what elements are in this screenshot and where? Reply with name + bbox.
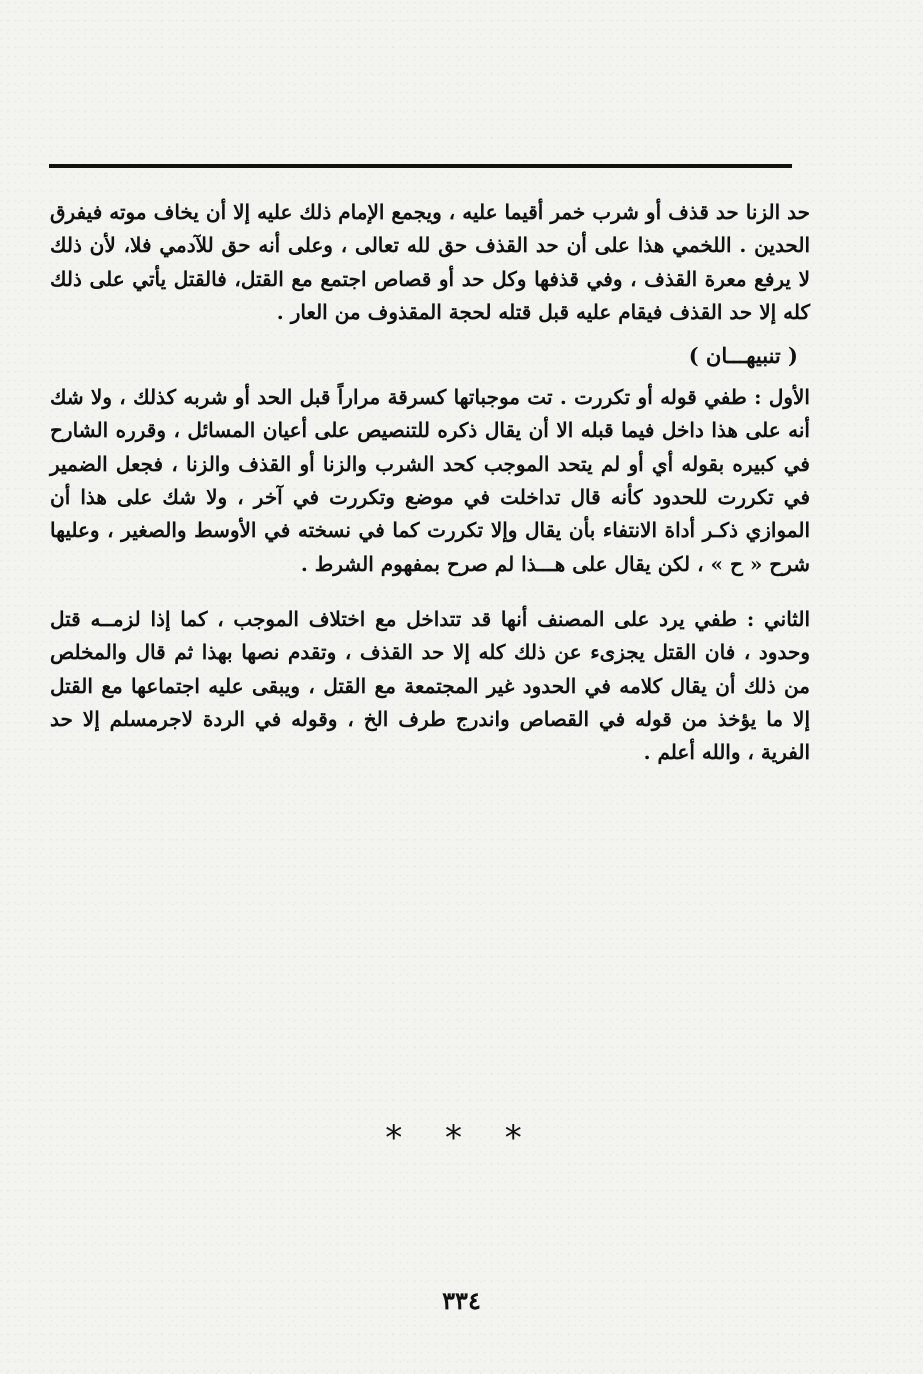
page-number: ٣٣٤: [442, 1286, 481, 1315]
section-ornament: * * *: [385, 1118, 538, 1158]
intro-paragraph: حد الزنا حد قذف أو شرب خمر أقيما عليه ، ويجمع الإمام ذلك عليه إلا أن يخاف موته فيفرق الحدين . اللخمي هذا على أن حد القذف حق لله تعالى ، وعلى أنه حق للآدمي فلا، لأن ذلك لا يرفع معرة القذف ، وفي قذفها وكل حد أو قصاص اجتمع مع القتل، فالقتل يأتي على ذلك كله إلا حد القذف فيقام عليه قبل قتله لحجة المقذوف من العار .: [50, 200, 810, 324]
first-note-paragraph: الأول : طفي قوله أو تكررت . تت موجباتها كسرقة مراراً قبل الحد أو شربه كذلك ، ولا شك أنه على هذا داخل فيما قبله الا أن يقال ذكره للتنصيص على أعيان المسائل ، وقرره الشارح في كبيره بقوله أي أو لم يتحد الموجب كحد الشرب والزنا أو القذف والزنا ، فجعل الضمير في تكررت للحدود كأنه قال تداخلت في موضع وتكررت في آخر ، ولا شك على هذا أن الموازي ذكـر أداة الانتفاء بأن يقال وإلا تكررت كما في نسخته في الأوسط والصغير ، وعليها شرح « ح » ، لكن يقال على هـــذا لم صرح بمفهوم الشرط .: [50, 385, 810, 576]
section-heading: ( تنبيهـــان ): [688, 343, 798, 369]
body-text: [50, 196, 810, 769]
second-note-paragraph: الثاني : طفي يرد على المصنف أنها قد تتداخل مع اختلاف الموجب ، كما إذا لزمــه قتل وحدود ، فان القتل يجزىء عن ذلك كله إلا حد القذف ، وتقدم نصها بهذا ثم قال والمخلص من ذلك أن يقال كلامه في الحدود غير المجتمعة مع القتل ، ويبقى عليه اجتماعها مع القتل إلا ما يؤخذ من قوله في القصاص واندرج طرف الخ ، وقوله في الردة لاجرمسلم إلا حد الفرية ، والله أعلم .: [50, 606, 810, 765]
header-rule: [49, 164, 792, 168]
